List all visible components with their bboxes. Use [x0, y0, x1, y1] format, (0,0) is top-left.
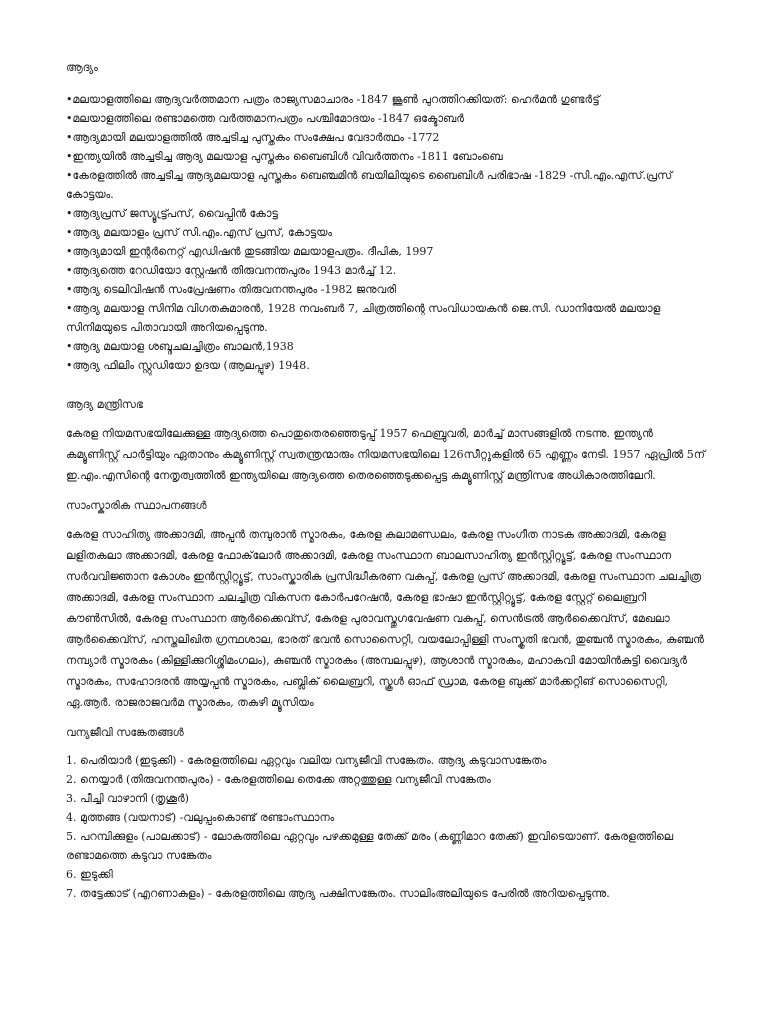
list-item: •കേരളത്തില്‍ അച്ചടിച്ച ആദ്യമലയാള പുസ്തകം ബെഞ്ചമിന്‍ ബയിലിയുടെ ബൈബിള്‍ പരിഭാഷ -1829 -സി.എം.എസ്.പ്രസ് കോട്ടയം.: [66, 169, 673, 201]
list-item: •ആദ്യ ടെലിവിഷന്‍ സംപ്രേഷണം തിരുവനന്തപുരം -1982 ജനുവരി: [66, 283, 397, 296]
section-heading-cultural-institutions: സാംസ്കാരിക സ്ഥാപനങ്ങള്‍: [66, 499, 207, 512]
section-heading-firsts: ആദ്യം: [66, 61, 98, 74]
list-item: •ആദ്യത്തെ റേഡിയോ സ്റ്റേഷന്‍ തിരുവനന്തപുരം 1943 മാര്‍ച്ച് 12.: [66, 264, 397, 277]
list-item: 1. പെരിയാര്‍ (ഇടുക്കി) - കേരളത്തിലെ ഏറ്റവും വലിയ വന്യജീവി സങ്കേതം. ആദ്യ കടുവാസങ്കേതം: [66, 754, 547, 767]
firsts-list: [66, 90, 706, 375]
list-item: 2. നെയ്യാര്‍ (തിരുവനന്തപുരം) - കേരളത്തിലെ തെക്കേ അറ്റത്തുള്ള വന്യജീവി സങ്കേതം: [66, 773, 491, 786]
list-item: •ആദ്യ മലയാള സിനിമ വിഗതകുമാരന്‍, 1928 നവംബര്‍ 7, ചിത്രത്തിന്റെ സംവിധായകന്‍ ജെ.സി. ഡാനിയേല്‍ മലയാള സിനിമയുടെ പിതാവായി അറിയപ്പെടുന്നു.: [66, 302, 661, 334]
section-heading-wildlife-sanctuaries: വന്യജീവി സങ്കേതങ്ങള്‍: [66, 726, 184, 739]
list-item: •മലയാളത്തിലെ ആദ്യവര്‍ത്തമാന പത്രം രാജ്യസമാചാരം -1847 ജൂണ്‍ പുറത്തിറക്കിയത്: ഹെര്‍മന്‍ ഗുണ്ടര്‍ട്ട്: [66, 93, 600, 106]
list-item: •ആദ്യ മലയാള ശബ്ദചലച്ചിത്രം ബാലന്‍,1938: [66, 340, 294, 353]
list-item: •ആദ്യ മലയാളം പ്രസ് സി.എം.എസ് പ്രസ്, കോട്ടയം: [66, 226, 333, 239]
cultural-institutions-paragraph: കേരള സാഹിത്യ അക്കാദമി, അപ്പന്‍ തമ്പുരാന്‍ സ്മാരകം, കേരള കലാമണ്ഡലം, കേരള സംഗീത നാടക അക്കാദമി, കേരള ലളിതകലാ അക്കാദമി, കേരള ഫോക്‌ലോര്‍ അക്കാദമി, കേരള സംസ്ഥാന ബാലസാഹിത്യ ഇന്‍സ്റ്റിറ്റ്യൂട്ട്, കേരള സംസ്ഥാന സര്‍വവിജ്ഞാന കോശം ഇന്‍സ്റ്റിറ്റ്യൂട്ട്, സാംസ്കാരിക പ്രസിദ്ധീകരണ വകുപ്പ്, കേരള പ്രസ് അക്കാദമി, കേരള സംസ്ഥാന ചലച്ചിത്ര അക്കാദമി, കേരള സംസ്ഥാന ചലച്ചിത്ര വികസന കോര്‍പറേഷന്‍, കേരള ഭാഷാ ഇന്‍സ്റ്റിറ്റ്യൂട്ട്, കേരള സ്റ്റേറ്റ് ലൈബ്രറി കൗണ്‍സില്‍, കേരള സംസ്ഥാന ആര്‍ക്കൈവ്സ്, കേരള പുരാവസ്തുഗവേഷണ വകുപ്പ്, സെന്‍ട്രല്‍ ആര്‍ക്കൈവ്സ്, മേഖലാ ആര്‍ക്കൈവ്സ്, ഹസ്തലിഖിത ഗ്രന്ഥശാല, ഭാരത് ഭവന്‍ സൊസൈറ്റി, വയലോപ്പിള്ളി സംസ്കൃതി ഭവന്‍, തുഞ്ചന്‍ സ്മാരകം, കുഞ്ചന്‍ നമ്പ്യാര്‍ സ്മാരകം (കിള്ളിക്കുറിശ്ശിമംഗലം), കുഞ്ചന്‍ സ്മാരകം (അമ്പലപ്പുഴ), ആശാന്‍ സ്മാരകം, മഹാകവി മോയിന്‍കുട്ടി വൈദ്യര്‍ സ്മാരകം, സഹോദരന്‍ അയ്യപ്പന്‍ സ്മാരകം, പബ്ലിക് ലൈബ്രറി, സ്കൂള്‍ ഓഫ് ഡ്രാമ, കേരള ബുക്ക് മാര്‍ക്കറ്റിങ് സൊസൈറ്റി, ഏ.ആര്‍. രാജരാജവര്‍മ സ്മാരകം, തകഴി മ്യൂസിയം: [66, 528, 704, 709]
list-item: •ആദ്യ ഫിലിം സ്റ്റുഡിയോ ഉദയ (ആലപ്പുഴ) 1948.: [66, 359, 310, 372]
list-item: 5. പറമ്പിക്കുളം (പാലക്കാട്) - ലോകത്തിലെ ഏറ്റവും പഴക്കമുള്ള തേക്ക് മരം (കണ്ണിമാറ തേക്ക്) ഇവിടെയാണ്. കേരളത്തിലെ രണ്ടാമത്തെ കടുവാ സങ്കേതം: [66, 830, 674, 862]
list-item: 7. തട്ടേക്കാട് (എറണാകുളം) - കേരളത്തിലെ ആദ്യ പക്ഷിസങ്കേതം. സാലിംഅലിയുടെ പേരില്‍ അറിയപ്പെടുന്നു.: [66, 887, 610, 900]
first-ministry-paragraph: കേരള നിയമസഭയിലേക്കുള്ള ആദ്യത്തെ പൊതുതെരഞ്ഞെടുപ്പ് 1957 ഫെബ്രുവരി, മാര്‍ച്ച് മാസങ്ങളില്‍ നടന്നു. ഇന്ത്യന്‍ കമ്യൂണിസ്റ്റ് പാര്‍ട്ടിയും ഏതാനും കമ്യൂണിസ്റ്റ് സ്വതന്ത്രന്മാരും നിയമസഭയിലെ 126സീറ്റുകളില്‍ 65 എണ്ണം നേടി. 1957 ഏപ്രില്‍ 5ന് ഇ.എം.എസിന്റെ നേതൃത്വത്തില്‍ ഇന്ത്യയിലെ ആദ്യത്തെ തെരഞ്ഞെടുക്കപ്പെട്ട കമ്യൂണിസ്റ്റ് മന്ത്രിസഭ അധികാരത്തിലേറി.: [66, 427, 706, 482]
list-item: •ഇന്ത്യയില്‍ അച്ചടിച്ച ആദ്യ മലയാള പുസ്തകം ബൈബിള്‍ വിവര്‍ത്തനം -1811 ബോംബെ: [66, 150, 503, 163]
section-heading-first-ministry: ആദ്യ മന്ത്രിസഭ: [66, 398, 143, 411]
wildlife-sanctuaries-list: [66, 751, 706, 903]
list-item: 3. പീച്ചി വാഴാനി (തൃശൂര്‍): [66, 792, 189, 805]
list-item: •ആദ്യപ്രസ് ജസ്യൂട്ട്പ്രസ്, വൈപ്പിന്‍ കോട്ട: [66, 207, 278, 220]
list-item: •ആദ്യമായി ഇന്റര്‍നെറ്റ് എഡിഷന്‍ തുടങ്ങിയ മലയാളപത്രം. ദീപിക, 1997: [66, 245, 434, 258]
document-page: [66, 52, 706, 903]
list-item: •മലയാളത്തിലെ രണ്ടാമത്തെ വര്‍ത്തമാനപത്രം പശ്ചിമോദയം -1847 ഒക്ടോബര്‍: [66, 112, 464, 125]
list-item: 6. ഇടുക്കി: [66, 868, 113, 881]
list-item: •ആദ്യമായി മലയാളത്തില്‍ അച്ചടിച്ച പുസ്തകം സംക്ഷേപ വേദാര്‍ത്ഥം -1772: [66, 131, 440, 144]
list-item: 4. മുത്തങ്ങ (വയനാട്) -വലുപ്പംകൊണ്ട് രണ്ടാംസ്ഥാനം: [66, 811, 335, 824]
